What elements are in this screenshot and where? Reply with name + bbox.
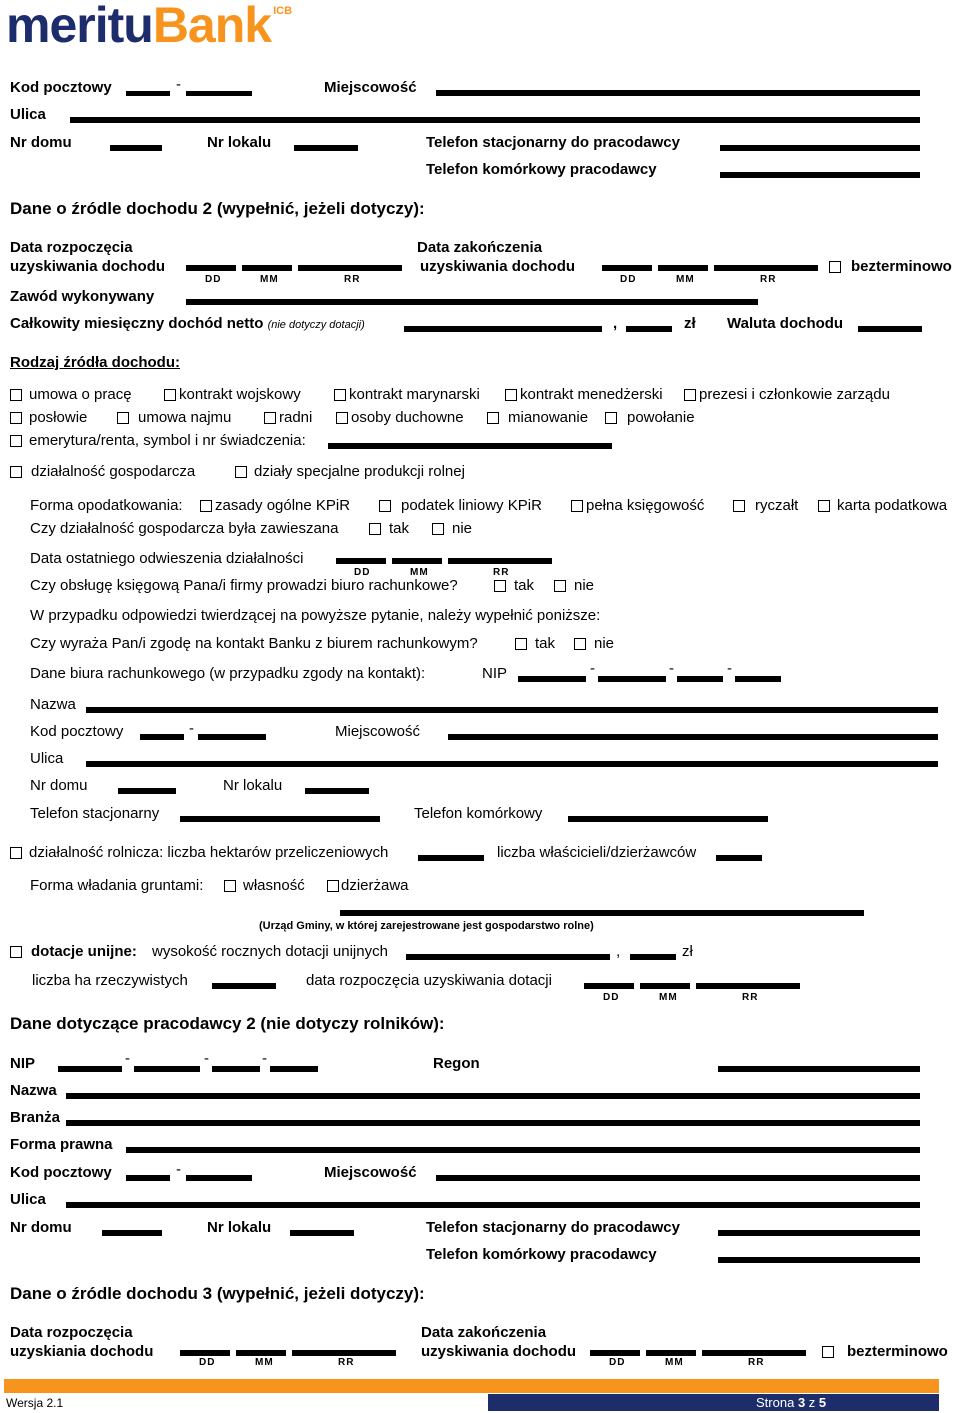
checkbox-contact-yes[interactable] — [515, 638, 527, 650]
emp2-name-label: Nazwa — [10, 1082, 57, 1099]
emp2-legal-form-label: Forma prawna — [10, 1136, 113, 1153]
src3-indefinite-label: bezterminowo — [847, 1343, 948, 1360]
nip-dash: - — [204, 1050, 209, 1067]
nip-dash: - — [727, 660, 732, 677]
mm-hint: MM — [676, 274, 695, 285]
owners-field[interactable] — [716, 846, 762, 861]
page-number: Strona 3 z 5 — [756, 1395, 827, 1410]
eu-subsidies-label: dotacje unijne: — [31, 943, 137, 960]
mm-hint: MM — [255, 1357, 274, 1368]
postal-dash: - — [176, 76, 181, 93]
emp2-postal-field-1[interactable] — [126, 1166, 170, 1181]
checkbox-nomination[interactable] — [605, 412, 617, 424]
office-mobile-field[interactable] — [568, 807, 768, 822]
currency-unit: zł — [684, 315, 696, 332]
version-label: Wersja 2.1 — [6, 1396, 64, 1410]
managerial-contract-label: kontrakt menedżerski — [520, 386, 663, 403]
src3-end-year-field[interactable] — [702, 1341, 806, 1356]
office-postal-field-1[interactable] — [140, 725, 184, 740]
start-day-field[interactable] — [186, 256, 236, 271]
postal-dash: - — [189, 720, 194, 737]
end-month-field[interactable] — [658, 256, 708, 271]
office-flat-field[interactable] — [305, 779, 369, 794]
office-street-field[interactable] — [86, 752, 938, 767]
checkbox-deputies[interactable] — [10, 412, 22, 424]
currency-field[interactable] — [858, 317, 922, 332]
emp2-house-label: Nr domu — [10, 1219, 72, 1236]
emp2-industry-field[interactable] — [66, 1111, 920, 1126]
suspended-question: Czy działalność gospodarcza była zawieszana — [30, 520, 339, 537]
clergy-label: osoby duchowne — [351, 409, 464, 426]
suspended-no-label: nie — [452, 520, 473, 537]
office-landline-label: Telefon stacjonarny — [30, 805, 160, 822]
src3-start-month-field[interactable] — [236, 1341, 286, 1356]
emp2-mobile-label: Telefon komórkowy pracodawcy — [426, 1246, 657, 1263]
src3-end-label-1: Data zakończenia — [421, 1324, 547, 1341]
emp2-mobile-field[interactable] — [718, 1248, 920, 1263]
employment-contract-label: umowa o pracę — [29, 386, 132, 403]
emp2-name-field[interactable] — [66, 1084, 920, 1099]
checkbox-clergy[interactable] — [336, 412, 348, 424]
office-name-label: Nazwa — [30, 696, 76, 713]
indefinite-label: bezterminowo — [851, 258, 952, 275]
real-ha-field[interactable] — [212, 974, 276, 989]
street-label: Ulica — [10, 106, 46, 123]
office-street-label: Ulica — [30, 750, 64, 767]
src3-start-day-field[interactable] — [180, 1341, 230, 1356]
rr-hint: RR — [742, 992, 759, 1003]
office-nip-label: NIP — [482, 665, 508, 682]
lease-label: dzierżawa — [341, 877, 409, 894]
land-form-label: Forma władania gruntami: — [30, 877, 204, 894]
lease-agreement-label: umowa najmu — [138, 409, 232, 426]
rr-hint: RR — [760, 274, 777, 285]
emp2-flat-label: Nr lokalu — [207, 1219, 272, 1236]
rr-hint: RR — [344, 274, 361, 285]
checkbox-tax-full-accounting[interactable] — [571, 500, 583, 512]
emp2-nip-field-2[interactable] — [134, 1057, 200, 1072]
emp2-city-field[interactable] — [436, 1166, 920, 1181]
checkbox-managerial-contract[interactable] — [505, 389, 517, 401]
tax-general-label: zasady ogólne KPiR — [215, 497, 351, 514]
emp2-regon-field[interactable] — [718, 1057, 920, 1072]
src3-end-label-2: uzyskiwania dochodu — [421, 1343, 577, 1360]
mm-hint: MM — [665, 1357, 684, 1368]
office-nip-field-3[interactable] — [677, 667, 723, 682]
start-date-label-2: uzyskiwania dochodu — [10, 258, 166, 275]
checkbox-military-contract[interactable] — [164, 389, 176, 401]
subsidies-amount-field[interactable] — [406, 945, 610, 960]
emp2-nip-field-3[interactable] — [212, 1057, 260, 1072]
postal-code-label: Kod pocztowy — [10, 79, 112, 96]
emp2-city-label: Miejscowość — [324, 1164, 417, 1181]
office-nip-field-1[interactable] — [518, 667, 586, 682]
emp2-legal-form-field[interactable] — [126, 1138, 920, 1153]
checkbox-suspended-yes[interactable] — [369, 523, 381, 535]
pension-field[interactable] — [328, 434, 612, 449]
nomination-label: powołanie — [627, 409, 695, 426]
subsidy-year-field[interactable] — [696, 974, 800, 989]
tax-lump-sum-label: ryczałt — [755, 497, 799, 514]
subsidies-decimals-field[interactable] — [630, 945, 676, 960]
checkbox-agri-special[interactable] — [235, 466, 247, 478]
tax-linear-label: podatek liniowy KPiR — [401, 497, 542, 514]
checkbox-board-members[interactable] — [684, 389, 696, 401]
emp2-landline-label: Telefon stacjonarny do pracodawcy — [426, 1219, 680, 1236]
landline-field[interactable] — [720, 136, 920, 151]
checkbox-lease-agreement[interactable] — [117, 412, 129, 424]
if-yes-note: W przypadku odpowiedzi twierdzącej na powyższe pytanie, należy wypełnić poniższe: — [30, 607, 601, 624]
office-flat-label: Nr lokalu — [223, 777, 283, 794]
mm-hint: MM — [410, 567, 429, 578]
checkbox-lease[interactable] — [327, 880, 339, 892]
emp2-house-field[interactable] — [102, 1221, 162, 1236]
postal-code-field-1[interactable] — [126, 81, 170, 96]
postal-code-field-2[interactable] — [186, 81, 252, 96]
suspended-yes-label: tak — [389, 520, 410, 537]
net-income-label: Całkowity miesięczny dochód netto (nie dotyczy dotacji) — [10, 315, 365, 332]
end-date-label-2: uzyskiwania dochodu — [420, 258, 576, 275]
decimal-comma: , — [616, 943, 621, 960]
contact-yes-label: tak — [535, 635, 556, 652]
subsidies-amount-label: wysokość rocznych dotacji unijnych — [152, 943, 388, 960]
emp2-flat-field[interactable] — [290, 1221, 354, 1236]
city-label: Miejscowość — [324, 79, 417, 96]
gmina-field[interactable] — [340, 901, 864, 916]
dd-hint: DD — [199, 1357, 216, 1368]
src3-start-label-1: Data rozpoczęcia — [10, 1324, 133, 1341]
resumed-day-field[interactable] — [336, 549, 386, 564]
gmina-note: (Urząd Gminy, w której zarejestrowane jest gospodarstwo rolne) — [259, 920, 594, 932]
emp2-nip-field-1[interactable] — [58, 1057, 122, 1072]
agri-special-label: działy specjalne produkcji rolnej — [254, 463, 465, 480]
section-title-source-2: Dane o źródle dochodu 2 (wypełnić, jeżeli dotyczy): — [10, 199, 425, 218]
mobile-field[interactable] — [720, 163, 920, 178]
emp2-nip-field-4[interactable] — [270, 1057, 318, 1072]
office-city-label: Miejscowość — [335, 723, 421, 740]
house-no-field[interactable] — [110, 136, 162, 151]
emp2-postal-label: Kod pocztowy — [10, 1164, 112, 1181]
postal-dash: - — [176, 1161, 181, 1178]
tax-full-accounting-label: pełna księgowość — [586, 497, 705, 514]
rr-hint: RR — [493, 567, 510, 578]
office-nip-field-2[interactable] — [598, 667, 666, 682]
military-contract-label: kontrakt wojskowy — [179, 386, 301, 403]
landline-label: Telefon stacjonarny do pracodawcy — [426, 134, 680, 151]
nip-dash: - — [669, 660, 674, 677]
flat-no-field[interactable] — [294, 136, 358, 151]
checkbox-pension[interactable] — [10, 435, 22, 447]
decimal-comma: , — [613, 315, 618, 332]
checkbox-employment-contract[interactable] — [10, 389, 22, 401]
subsidy-start-label: data rozpoczęcia uzyskiwania dotacji — [306, 972, 552, 989]
office-landline-field[interactable] — [180, 807, 380, 822]
contact-no-label: nie — [594, 635, 615, 652]
currency-label: Waluta dochodu — [727, 315, 844, 332]
start-year-field[interactable] — [298, 256, 402, 271]
appointment-label: mianowanie — [508, 409, 589, 426]
office-postal-label: Kod pocztowy — [30, 723, 124, 740]
ownership-label: własność — [243, 877, 305, 894]
src3-end-day-field[interactable] — [590, 1341, 640, 1356]
office-mobile-label: Telefon komórkowy — [414, 805, 543, 822]
councillors-label: radni — [279, 409, 313, 426]
tax-card-label: karta podatkowa — [837, 497, 948, 514]
dd-hint: DD — [603, 992, 620, 1003]
house-no-label: Nr domu — [10, 134, 72, 151]
bookkeeping-question: Czy obsługę księgową Pana/i firmy prowadzi biuro rachunkowe? — [30, 577, 458, 594]
net-income-note: (nie dotyczy dotacji) — [267, 319, 365, 331]
income-type-title: Rodzaj źródła dochodu: — [10, 354, 180, 371]
indefinite-checkbox[interactable] — [829, 261, 841, 273]
mm-hint: MM — [659, 992, 678, 1003]
dd-hint: DD — [205, 274, 222, 285]
checkbox-appointment[interactable] — [487, 412, 499, 424]
dd-hint: DD — [354, 567, 371, 578]
nip-dash: - — [262, 1050, 267, 1067]
net-income-field[interactable] — [404, 317, 602, 332]
flat-no-label: Nr lokalu — [207, 134, 272, 151]
checkbox-maritime-contract[interactable] — [334, 389, 346, 401]
bookkeeping-yes-label: tak — [514, 577, 535, 594]
business-label: działalność gospodarcza — [31, 463, 196, 480]
dd-hint: DD — [609, 1357, 626, 1368]
section-title-employer-2: Dane dotyczące pracodawcy 2 (nie dotyczy rolników): — [10, 1014, 445, 1033]
emp2-street-label: Ulica — [10, 1191, 46, 1208]
src3-start-year-field[interactable] — [292, 1341, 396, 1356]
dd-hint: DD — [620, 274, 637, 285]
office-postal-field-2[interactable] — [198, 725, 266, 740]
contact-question: Czy wyraża Pan/i zgodę na kontakt Banku z biurem rachunkowym? — [30, 635, 478, 652]
deputies-label: posłowie — [29, 409, 88, 426]
net-income-decimals-field[interactable] — [626, 317, 672, 332]
city-field[interactable] — [436, 81, 920, 96]
resumed-month-field[interactable] — [392, 549, 442, 564]
emp2-landline-field[interactable] — [718, 1221, 920, 1236]
section-title-source-3: Dane o źródle dochodu 3 (wypełnić, jeżeli dotyczy): — [10, 1284, 425, 1303]
start-month-field[interactable] — [242, 256, 292, 271]
checkbox-tax-general[interactable] — [200, 500, 212, 512]
rr-hint: RR — [748, 1357, 765, 1368]
checkbox-eu-subsidies[interactable] — [10, 946, 22, 958]
office-city-field[interactable] — [448, 725, 938, 740]
end-date-label-1: Data zakończenia — [417, 239, 543, 256]
resumed-year-field[interactable] — [448, 549, 552, 564]
checkbox-ownership[interactable] — [224, 880, 236, 892]
emp2-nip-label: NIP — [10, 1055, 36, 1072]
checkbox-business[interactable] — [10, 466, 22, 478]
src3-indefinite-checkbox[interactable] — [822, 1346, 834, 1358]
board-members-label: prezesi i członkowie zarządu — [699, 386, 890, 403]
owners-label: liczba właścicieli/dzierżawców — [497, 844, 697, 861]
checkbox-councillors[interactable] — [264, 412, 276, 424]
footer-blue-bar — [488, 1394, 939, 1411]
mm-hint: MM — [260, 274, 279, 285]
subsidy-month-field[interactable] — [640, 974, 690, 989]
checkbox-tax-linear[interactable] — [379, 500, 391, 512]
office-house-field[interactable] — [118, 779, 176, 794]
src3-end-month-field[interactable] — [646, 1341, 696, 1356]
currency-unit: zł — [682, 943, 693, 960]
start-date-label-1: Data rozpoczęcia — [10, 239, 133, 256]
checkbox-suspended-no[interactable] — [432, 523, 444, 535]
bookkeeping-no-label: nie — [574, 577, 595, 594]
bank-logo: merituBank $^{ICB}$ — [6, 0, 293, 53]
office-house-label: Nr domu — [30, 777, 88, 794]
emp2-regon-label: Regon — [433, 1055, 480, 1072]
subsidy-day-field[interactable] — [584, 974, 634, 989]
tax-form-label: Forma opodatkowania: — [30, 497, 183, 514]
footer-orange-bar — [4, 1379, 939, 1393]
rr-hint: RR — [338, 1357, 355, 1368]
nip-dash: - — [125, 1050, 130, 1067]
emp2-industry-label: Branża — [10, 1109, 61, 1126]
pension-label: emerytura/renta, symbol i nr świadczenia: — [29, 432, 306, 449]
emp2-postal-field-2[interactable] — [186, 1166, 252, 1181]
end-year-field[interactable] — [714, 256, 818, 271]
end-day-field[interactable] — [602, 256, 652, 271]
real-ha-label: liczba ha rzeczywistych — [32, 972, 188, 989]
checkbox-tax-lump-sum[interactable] — [733, 500, 745, 512]
checkbox-bookkeeping-no[interactable] — [554, 580, 566, 592]
emp2-street-field[interactable] — [66, 1193, 920, 1208]
occupation-field[interactable] — [186, 290, 758, 305]
checkbox-contact-no[interactable] — [574, 638, 586, 650]
street-field[interactable] — [70, 108, 920, 123]
mobile-label: Telefon komórkowy pracodawcy — [426, 161, 657, 178]
hectares-field[interactable] — [418, 846, 484, 861]
office-data-label: Dane biura rachunkowego (w przypadku zgody na kontakt): — [30, 665, 426, 682]
checkbox-tax-card[interactable] — [818, 500, 830, 512]
checkbox-farming[interactable] — [10, 847, 22, 859]
office-nip-field-4[interactable] — [735, 667, 781, 682]
office-name-field[interactable] — [86, 698, 938, 713]
checkbox-bookkeeping-yes[interactable] — [494, 580, 506, 592]
last-resumed-label: Data ostatniego odwieszenia działalności — [30, 550, 304, 567]
maritime-contract-label: kontrakt marynarski — [349, 386, 480, 403]
nip-dash: - — [590, 660, 595, 677]
occupation-label: Zawód wykonywany — [10, 288, 155, 305]
farming-label: działalność rolnicza: liczba hektarów przeliczeniowych — [29, 844, 389, 861]
src3-start-label-2: uzyskiania dochodu — [10, 1343, 154, 1360]
